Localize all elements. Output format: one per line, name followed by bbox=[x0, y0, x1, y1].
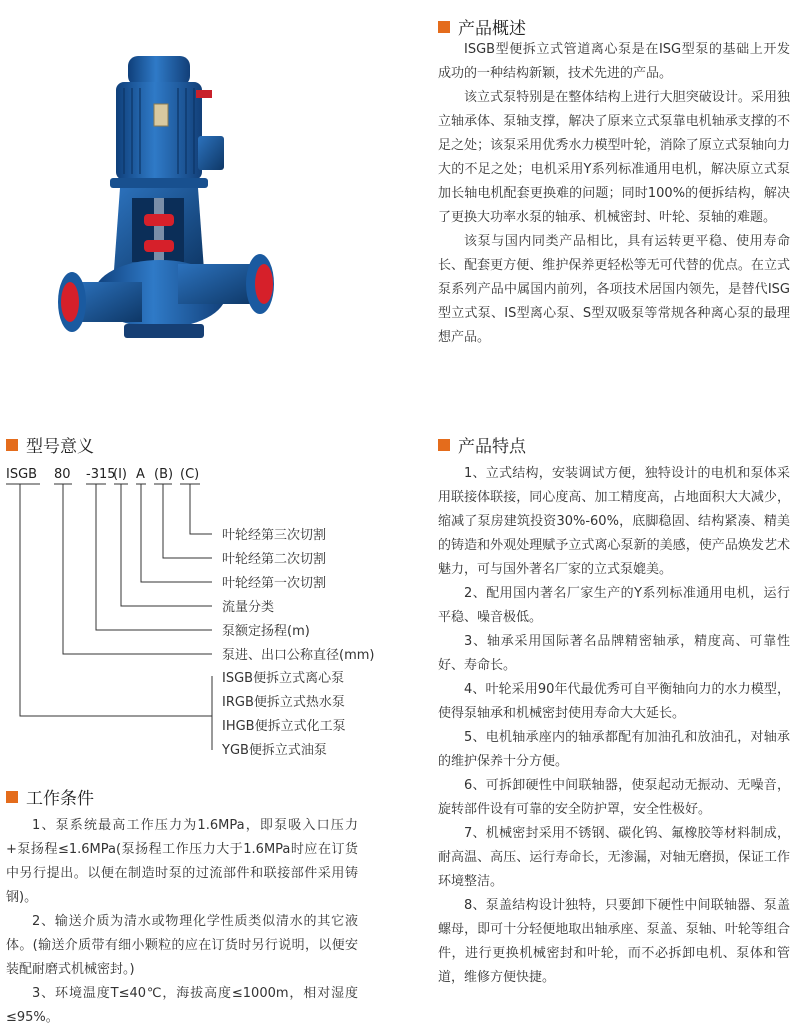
model-heading bbox=[6, 432, 94, 457]
product-photo bbox=[28, 38, 308, 368]
model-code-diagram bbox=[6, 460, 406, 770]
feature-item: 7、机械密封采用不锈钢、碳化钨、氟橡胶等材料制成，耐高温、高压、运行寿命长，无渗漏，对轴无磨损，保证工作环境整洁。 bbox=[438, 826, 790, 889]
section-marker-icon bbox=[6, 439, 18, 451]
vertical-pump-image bbox=[28, 38, 308, 368]
model-breakdown-svg bbox=[6, 460, 406, 770]
overview-heading bbox=[438, 14, 526, 39]
code-C: (C) bbox=[180, 467, 200, 482]
code-315: -315 bbox=[86, 467, 116, 482]
features-heading bbox=[438, 432, 526, 457]
desc-head: 泵额定扬程(m) bbox=[222, 624, 310, 639]
code-I: (I) bbox=[113, 467, 127, 482]
section-marker-icon bbox=[6, 791, 18, 803]
conditions-title: 工作条件 bbox=[26, 789, 94, 809]
desc-cut-1: 叶轮经第一次切割 bbox=[222, 576, 327, 591]
code-ISGB: ISGB bbox=[6, 467, 38, 482]
overview-paragraph: 该泵与国内同类产品相比，具有运转更平稳、使用寿命长、配套更方便、维护保养更轻松等无可代替的优点。在立式泵系列产品中属国内前列，各项技术居国内领先，是替代ISG型立式泵、IS型离心泵、S型双吸泵等常规各种离心泵的最理想产品。 bbox=[438, 234, 790, 345]
condition-item: 2、输送介质为清水或物理化学性质类似清水的其它液体。(输送介质带有细小颗粒的应在订货时另行说明，以便安装配耐磨式机械密封。) bbox=[6, 914, 358, 977]
code-A: A bbox=[136, 467, 145, 482]
conditions-body bbox=[6, 814, 358, 1030]
features-body bbox=[438, 462, 790, 990]
feature-item: 3、轴承采用国际著名品牌精密轴承，精度高、可靠性好、寿命长。 bbox=[438, 634, 790, 673]
code-80: 80 bbox=[54, 467, 71, 482]
model-title: 型号意义 bbox=[26, 437, 94, 457]
overview-title: 产品概述 bbox=[458, 19, 526, 39]
overview-body bbox=[438, 38, 790, 350]
code-B: (B) bbox=[154, 467, 174, 482]
conditions-heading bbox=[6, 784, 94, 809]
feature-item: 8、泵盖结构设计独特，只要卸下硬性中间联轴器、泵盖螺母，即可十分轻便地取出轴承座、泵盖、泵轴、叶轮等组合件，进行更换机械密封和叶轮，而不必拆卸电机、泵体和管道，维修方便快捷。 bbox=[438, 898, 790, 985]
series-ihgb: IHGB便拆立式化工泵 bbox=[222, 719, 346, 734]
desc-cut-2: 叶轮经第二次切割 bbox=[222, 552, 327, 567]
series-ygb: YGB便拆立式油泵 bbox=[222, 743, 327, 758]
feature-item: 5、电机轴承座内的轴承都配有加油孔和放油孔，对轴承的维护保养十分方便。 bbox=[438, 730, 790, 769]
desc-cut-3: 叶轮经第三次切割 bbox=[222, 528, 327, 543]
feature-item: 2、配用国内著名厂家生产的Y系列标准通用电机，运行平稳、噪音极低。 bbox=[438, 586, 790, 625]
section-marker-icon bbox=[438, 439, 450, 451]
feature-item: 6、可拆卸硬性中间联轴器，使泵起动无振动、无噪音，旋转部件设有可靠的安全防护罩，安全性极好。 bbox=[438, 778, 790, 817]
overview-paragraph: ISGB型便拆立式管道离心泵是在ISG型泵的基础上开发成功的一种结构新颖，技术先进的产品。 bbox=[438, 42, 790, 81]
overview-paragraph: 该立式泵特别是在整体结构上进行大胆突破设计。采用独立轴承体、泵轴支撑，解决了原来立式泵靠电机轴承支撑的不足之处；该泵采用优秀水力模型叶轮，消除了原立式泵轴向力大的不足之处；电机采用Y系列标准通用电机，解决原立式泵加长轴电机配套更换难的问题；同时100%的便拆结构，解决了更换大功率水泵的轴承、机械密封、叶轮、泵轴的难题。 bbox=[438, 90, 790, 225]
series-irgb: IRGB便拆立式热水泵 bbox=[222, 695, 345, 710]
condition-item: 1、泵系统最高工作压力为1.6MPa，即泵吸入口压力+泵扬程≤1.6MPa(泵扬程工作压力大于1.6MPa时应在订货中另行提出。以便在制造时泵的过流部件和联接部件采用铸钢)。 bbox=[6, 818, 358, 905]
feature-item: 4、叶轮采用90年代最优秀可自平衡轴向力的水力模型，使得泵轴承和机械密封使用寿命大大延长。 bbox=[438, 682, 790, 721]
features-title: 产品特点 bbox=[458, 437, 526, 457]
feature-item: 1、立式结构，安装调试方便，独特设计的电机和泵体采用联接体联接，同心度高、加工精度高，占地面积大大减少，缩减了泵房建筑投资30%-60%，底脚稳固、结构紧凑、精美的铸造和外观处理赋予立式离心泵新的美感，使产品焕发艺术魅力，可与国外著名厂家的立式泵媲美。 bbox=[438, 466, 790, 577]
desc-diameter: 泵进、出口公称直径(mm) bbox=[222, 648, 375, 663]
section-marker-icon bbox=[438, 21, 450, 33]
condition-item: 3、环境温度T≤40℃，海拔高度≤1000m，相对湿度≤95%。 bbox=[6, 986, 358, 1025]
desc-flow: 流量分类 bbox=[222, 600, 275, 615]
series-isgb: ISGB便拆立式离心泵 bbox=[222, 671, 345, 686]
